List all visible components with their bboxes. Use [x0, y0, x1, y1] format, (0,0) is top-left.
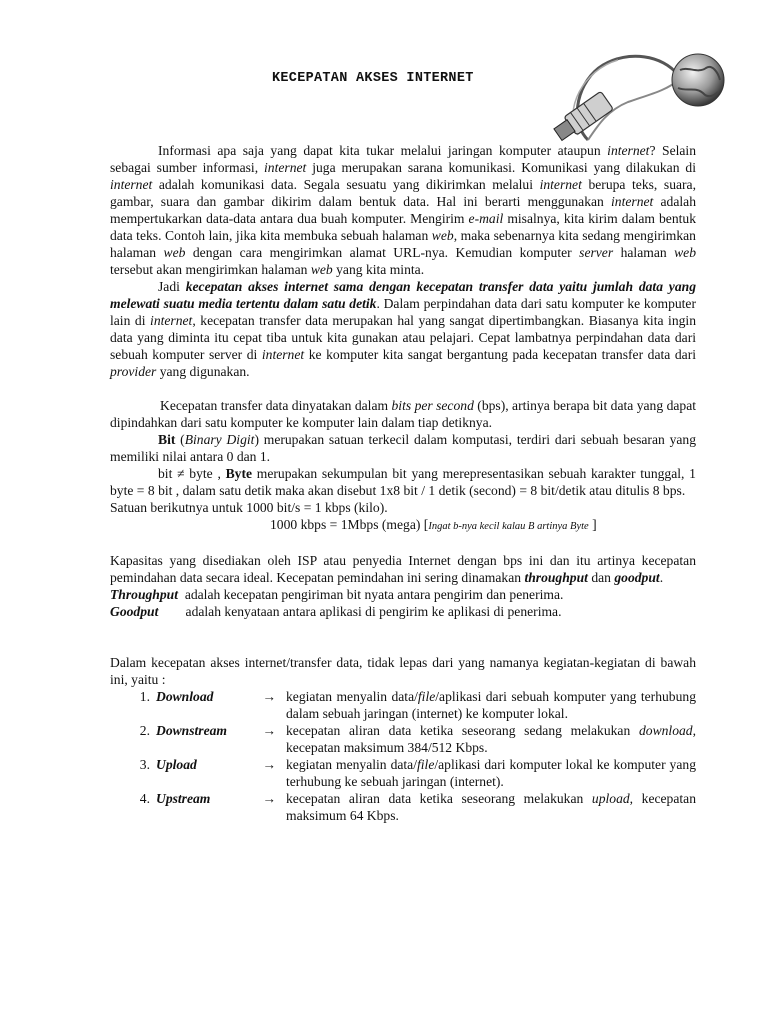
list-item: 2. Downstream → kecepatan aliran data ketika seseorang sedang melakukan download, kecepatan maksimum 384/512 Kbps.: [139, 723, 696, 755]
paragraph-mbps: 1000 kbps = 1Mbps (mega) [Ingat b-nya kecil kalau B artinya Byte ]: [270, 517, 597, 532]
arrow-right-icon: →: [262, 757, 276, 772]
paragraph-kbps: Satuan berikutnya untuk 1000 bit/s = 1 kbps (kilo).: [110, 500, 388, 515]
paragraph-definition: Jadi kecepatan akses internet sama dengan kecepatan transfer data yaitu jumlah data yang melewati suatu media tertentu dalam satu detik. Dalam perpindahan data dari satu komputer ke komputer lain di internet, kecepatan transfer data merupakan hal yang sangat dipertimbangkan. Biasanya kita ingin data yang diminta itu cepat tiba untuk kita gunakan atau pelajari. Cepat lambatnya perpindahan data dari sebuah komputer server di internet ke komputer kita sangat bergantung pada kecepatan transfer data dari provider yang digunakan.: [110, 279, 696, 379]
list-item: 1. Download → kegiatan menyalin data/file/aplikasi dari sebuah komputer yang terhubung dalam sebuah jaringan (internet) ke komputer lokal.: [139, 689, 696, 721]
paragraph-bit: Bit (Binary Digit) merupakan satuan terkecil dalam komputasi, terdiri dari sebuah besaran yang memiliki nilai antara 0 dan 1.: [110, 432, 696, 464]
document-body: [110, 142, 696, 824]
page-title: KECEPATAN AKSES INTERNET: [272, 71, 474, 86]
globe-cable-illustration: [548, 40, 728, 145]
paragraph-capacity: Kapasitas yang disediakan oleh ISP atau penyedia Internet dengan bps ini dan itu artinya kecepatan pemindahan data secara ideal. Kecepatan pemindahan ini sering dinamakan throughput dan goodput.: [110, 553, 696, 585]
list-item: 4. Upstream → kecepatan aliran data ketika seseorang melakukan upload, kecepatan maksimum 64 Kbps.: [139, 791, 696, 823]
activity-list: [110, 688, 696, 824]
paragraph-throughput: Throughput adalah kecepatan pengiriman bit nyata antara pengirim dan penerima.: [110, 587, 564, 602]
arrow-right-icon: →: [262, 791, 276, 806]
paragraph-intro: Informasi apa saja yang dapat kita tukar melalui jaringan komputer ataupun internet? Selain sebagai sumber informasi, internet juga merupakan sarana komunikasi. Komunikasi yang dilakukan di internet adalah komunikasi data. Segala sesuatu yang dikirimkan melalui internet berupa teks, suara, gambar, suara dan gambar dikirim dalam bentuk data. Hal ini berarti menggunakan internet adalah mempertukarkan data-data antara dua buah komputer. Mengirim e-mail misalnya, kita kirim dalam bentuk data teks. Contoh lain, jika kita membuka sebuah halaman web, maka sebenarnya kita sedang mengirimkan halaman web dengan cara mengirimkan alamat URL-nya. Kemudian komputer server halaman web tersebut akan mengirimkan halaman web yang kita minta.: [110, 143, 697, 277]
arrow-right-icon: →: [262, 723, 276, 738]
paragraph-activities: Dalam kecepatan akses internet/transfer data, tidak lepas dari yang namanya kegiatan-kegiatan di bawah ini, yaitu :: [110, 655, 696, 687]
paragraph-goodput: Goodput adalah kenyataan antara aplikasi di pengirim ke aplikasi di penerima.: [110, 604, 562, 619]
paragraph-byte: bit ≠ byte , Byte merupakan sekumpulan bit yang merepresentasikan sebuah karakter tunggal, 1 byte = 8 bit , dalam satu detik maka akan disebut 1x8 bit / 1 detik (second) = 8 bit/detik atau ditulis 8 bps.: [110, 466, 696, 498]
arrow-right-icon: →: [262, 689, 276, 704]
list-item: 3. Upload → kegiatan menyalin data/file/aplikasi dari komputer lokal ke komputer yang terhubung ke sebuah jaringan (internet).: [139, 757, 696, 789]
paragraph-bps: Kecepatan transfer data dinyatakan dalam bits per second (bps), artinya berapa bit data yang dapat dipindahkan dari satu komputer ke komputer lain dalam tiap detiknya.: [110, 398, 697, 430]
